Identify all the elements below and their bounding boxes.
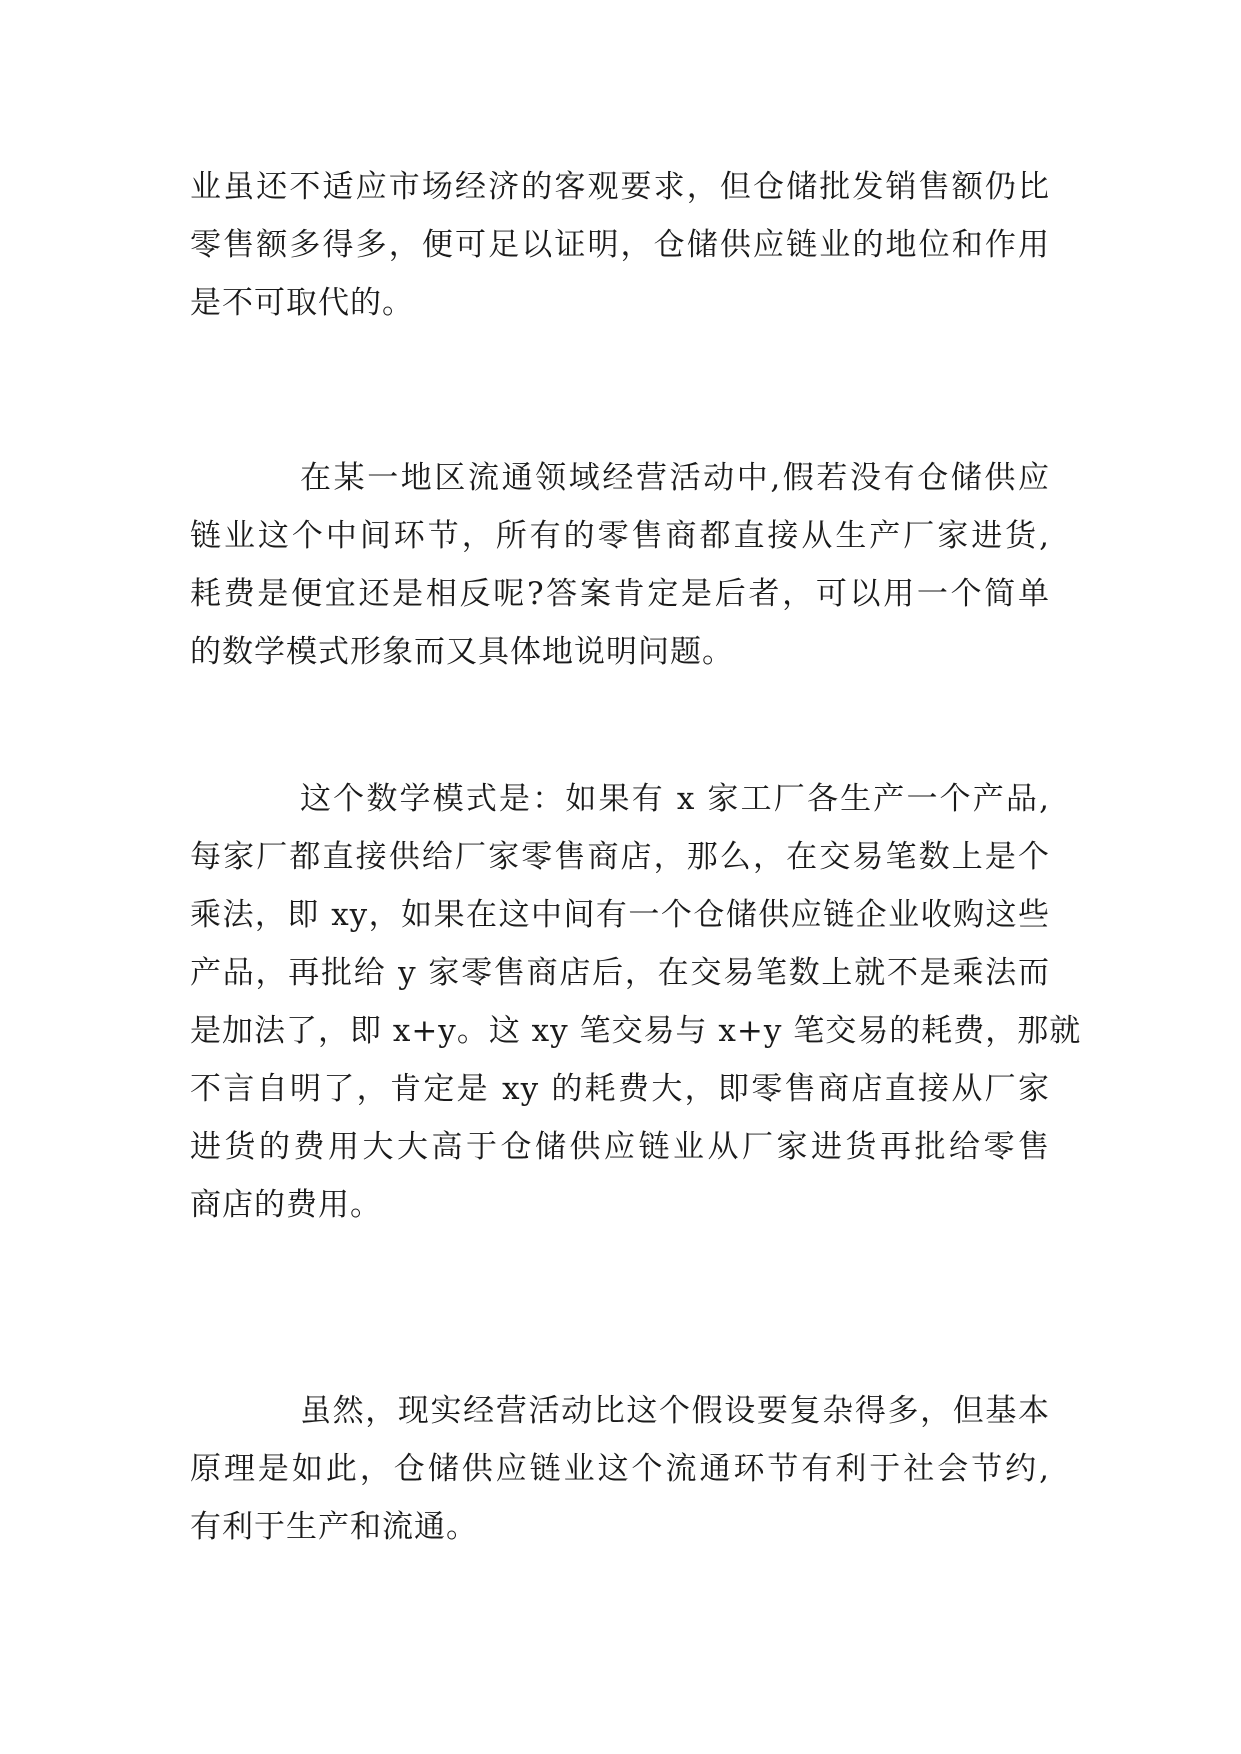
text-line: 有利于生产和流通。 — [190, 1509, 478, 1545]
paragraph-2 — [190, 449, 1050, 681]
text-line: 这个数学模式是：如果有 x 家工厂各生产一个产品, — [300, 781, 1050, 817]
text-line: 耗费是便宜还是相反呢?答案肯定是后者，可以用一个简单 — [190, 576, 1050, 612]
text-line: 不言自明了，肯定是 xy 的耗费大，即零售商店直接从厂家 — [190, 1071, 1050, 1107]
paragraph-1 — [190, 158, 1050, 332]
text-line: 业虽还不适应市场经济的客观要求，但仓储批发销售额仍比 — [190, 169, 1050, 205]
text-line: 链业这个中间环节，所有的零售商都直接从生产厂家进货, — [190, 518, 1050, 554]
text-line: 产品，再批给 y 家零售商店后，在交易笔数上就不是乘法而 — [190, 955, 1050, 991]
text-line: 每家厂都直接供给厂家零售商店，那么，在交易笔数上是个 — [190, 839, 1050, 875]
text-line: 零售额多得多，便可足以证明，仓储供应链业的地位和作用 — [190, 227, 1050, 263]
text-line: 进货的费用大大高于仓储供应链业从厂家进货再批给零售 — [190, 1129, 1050, 1165]
text-line: 商店的费用。 — [190, 1187, 382, 1223]
paragraph-3 — [190, 770, 1082, 1234]
text-line: 在某一地区流通领域经营活动中,假若没有仓储供应 — [300, 460, 1050, 496]
text-line: 乘法，即 xy，如果在这中间有一个仓储供应链企业收购这些 — [190, 897, 1050, 933]
text-line: 虽然，现实经营活动比这个假设要复杂得多，但基本 — [300, 1393, 1050, 1429]
text-line: 的数学模式形象而又具体地说明问题。 — [190, 634, 734, 670]
text-line: 是加法了，即 x+y。这 xy 笔交易与 x+y 笔交易的耗费，那就 — [190, 1013, 1082, 1049]
text-line: 原理是如此，仓储供应链业这个流通环节有利于社会节约, — [190, 1451, 1050, 1487]
text-line: 是不可取代的。 — [190, 285, 414, 321]
paragraph-4 — [190, 1382, 1050, 1556]
